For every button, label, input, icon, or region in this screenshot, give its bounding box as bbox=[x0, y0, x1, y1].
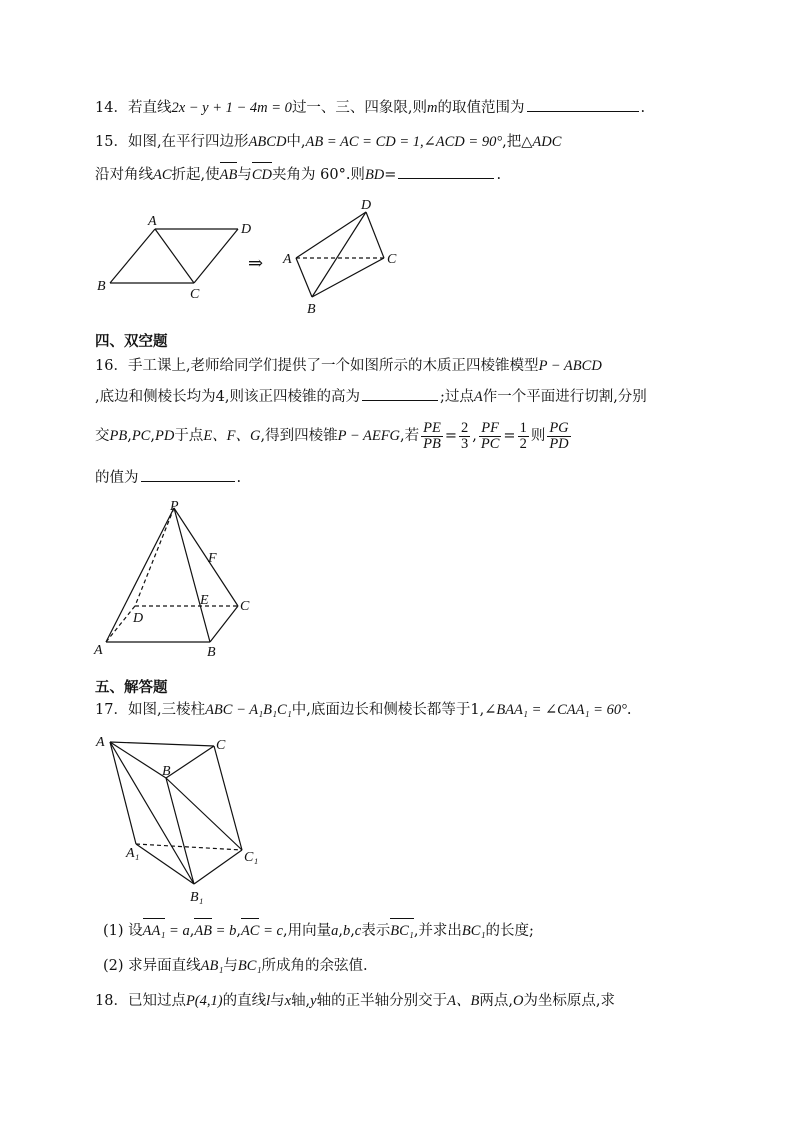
edge-ad bbox=[296, 212, 366, 258]
label-p: P bbox=[170, 499, 179, 514]
question-number: 14． bbox=[95, 100, 128, 116]
question-number: 16． bbox=[95, 358, 128, 374]
label-a1: A₁ bbox=[126, 846, 140, 861]
label-a: A bbox=[94, 643, 103, 658]
fraction-pe-pb: $\frac{PE}{PB}$ bbox=[423, 419, 441, 452]
question-number: 15． bbox=[95, 134, 128, 150]
edge-a1c1-hidden bbox=[136, 844, 242, 850]
edge-ac bbox=[155, 229, 194, 283]
fraction-pg-pd: $\frac{PG}{PD}$ bbox=[549, 419, 569, 452]
label-c: C bbox=[387, 252, 397, 267]
equation: 2x − y + 1 − 4m = 0 bbox=[171, 100, 292, 116]
edge-b1c1 bbox=[194, 850, 242, 884]
arrow-icon: ⇒ bbox=[248, 253, 264, 273]
edge-dc bbox=[366, 212, 384, 258]
label-c: C bbox=[190, 287, 200, 302]
question-16-line2: ,底边和侧棱长均为4,则该正四棱锥的高为 ;过点A作一个平面进行切割,分别 bbox=[95, 386, 647, 408]
parallelogram-diagram bbox=[97, 214, 251, 302]
equation: AB = AC = CD = 1,∠ACD = 90° bbox=[305, 134, 503, 150]
fraction-2-3: $\frac{2}{3}$ bbox=[461, 419, 469, 452]
label-b: B bbox=[207, 645, 216, 660]
answer-blank[interactable] bbox=[527, 97, 639, 112]
label-d: D bbox=[361, 198, 372, 213]
section-heading: 五、解答题 bbox=[95, 680, 168, 696]
answer-blank-2[interactable] bbox=[141, 467, 235, 482]
label-a: A bbox=[283, 252, 292, 267]
question-number: 17． bbox=[95, 702, 128, 718]
label-a: A bbox=[148, 214, 157, 229]
label-c: C bbox=[216, 738, 226, 753]
label-e: E bbox=[200, 593, 209, 608]
edge-bc bbox=[166, 746, 214, 778]
label-b: B bbox=[97, 279, 106, 294]
edge-bc bbox=[210, 606, 238, 642]
label-f: F bbox=[208, 551, 217, 566]
question-15-line1: 15．如图,在平行四边形ABCD中,AB = AC = CD = 1,∠ACD = 90°,把△ADC bbox=[95, 134, 562, 150]
label-c: C bbox=[240, 599, 250, 614]
edge-pc bbox=[174, 508, 238, 606]
segment-bc1 bbox=[166, 778, 242, 850]
edge-cd bbox=[194, 229, 238, 283]
question-14: 14．若直线2x − y + 1 − 4m = 0过一、三、四象限,则m的取值范围为 . bbox=[95, 97, 645, 119]
label-c1: C₁ bbox=[244, 850, 259, 865]
edge-pd-hidden bbox=[135, 508, 174, 606]
question-18: 18．已知过点P(4,1)的直线l与x轴,y轴的正半轴分别交于A、B两点,O为坐标原点,求 bbox=[95, 993, 616, 1009]
label-b1: B₁ bbox=[190, 890, 204, 905]
fraction-1-2: $\frac{1}{2}$ bbox=[519, 419, 527, 452]
figure-17-prism bbox=[90, 726, 280, 911]
segment-ab1 bbox=[110, 742, 194, 884]
question-16-line3: 交PB,PC,PD于点E、F、G,得到四棱锥P − AEFG,若 $\frac{PE}{PB}$ = $\frac{2}{3}$ , $\frac{PF}{PC}$ = $\frac{1}{2}$ 则 $\frac{PG}{PD}$ bbox=[95, 419, 569, 452]
question-17-part2: (2) 求异面直线AB₁与BC₁所成角的余弦值. bbox=[103, 958, 368, 974]
question-17: 17．如图,三棱柱ABC − A₁B₁C₁中,底面边长和侧棱长都等于1,∠BAA₁ = ∠CAA₁ = 60°. bbox=[95, 702, 632, 718]
figure-15 bbox=[90, 195, 420, 320]
answer-blank[interactable] bbox=[398, 164, 494, 179]
folded-tetrahedron-diagram bbox=[282, 198, 397, 317]
edge-pb bbox=[174, 508, 210, 642]
edge-cc1 bbox=[214, 746, 242, 850]
label-d: D bbox=[241, 222, 252, 237]
edge-cb bbox=[312, 258, 384, 297]
question-15-line2: 沿对角线AC折起,使AB与CD夹角为 60°.则BD= . bbox=[95, 164, 501, 186]
label-d: D bbox=[133, 611, 144, 626]
fraction-pf-pc: $\frac{PF}{PC}$ bbox=[480, 419, 500, 452]
question-17-part1: (1) 设AA₁ = a,AB = b,AC = c,用向量a,b,c表示BC₁,并求出BC₁的长度; bbox=[103, 920, 534, 942]
edge-db bbox=[312, 212, 366, 297]
figure-16-pyramid bbox=[90, 496, 270, 666]
edge-aa1 bbox=[110, 742, 136, 844]
edge-ad-hidden bbox=[106, 606, 135, 642]
label-b: B bbox=[307, 302, 316, 317]
edge-ab bbox=[110, 229, 155, 283]
label-a: A bbox=[96, 735, 105, 750]
part-number: (1) bbox=[103, 923, 124, 939]
vector-ab: AB bbox=[220, 164, 238, 186]
question-16-line1: 16．手工课上,老师给同学们提供了一个如图所示的木质正四棱锥模型P − ABCD bbox=[95, 358, 602, 374]
label-b: B bbox=[162, 764, 171, 779]
vector-cd: CD bbox=[252, 164, 272, 186]
answer-blank-1[interactable] bbox=[362, 386, 438, 401]
edge-ab bbox=[296, 258, 312, 297]
part-number: (2) bbox=[103, 958, 124, 974]
question-16-line4: 的值为 . bbox=[95, 467, 241, 489]
section-heading: 四、双空题 bbox=[95, 334, 168, 350]
edge-ac bbox=[110, 742, 214, 746]
question-number: 18． bbox=[95, 993, 128, 1009]
